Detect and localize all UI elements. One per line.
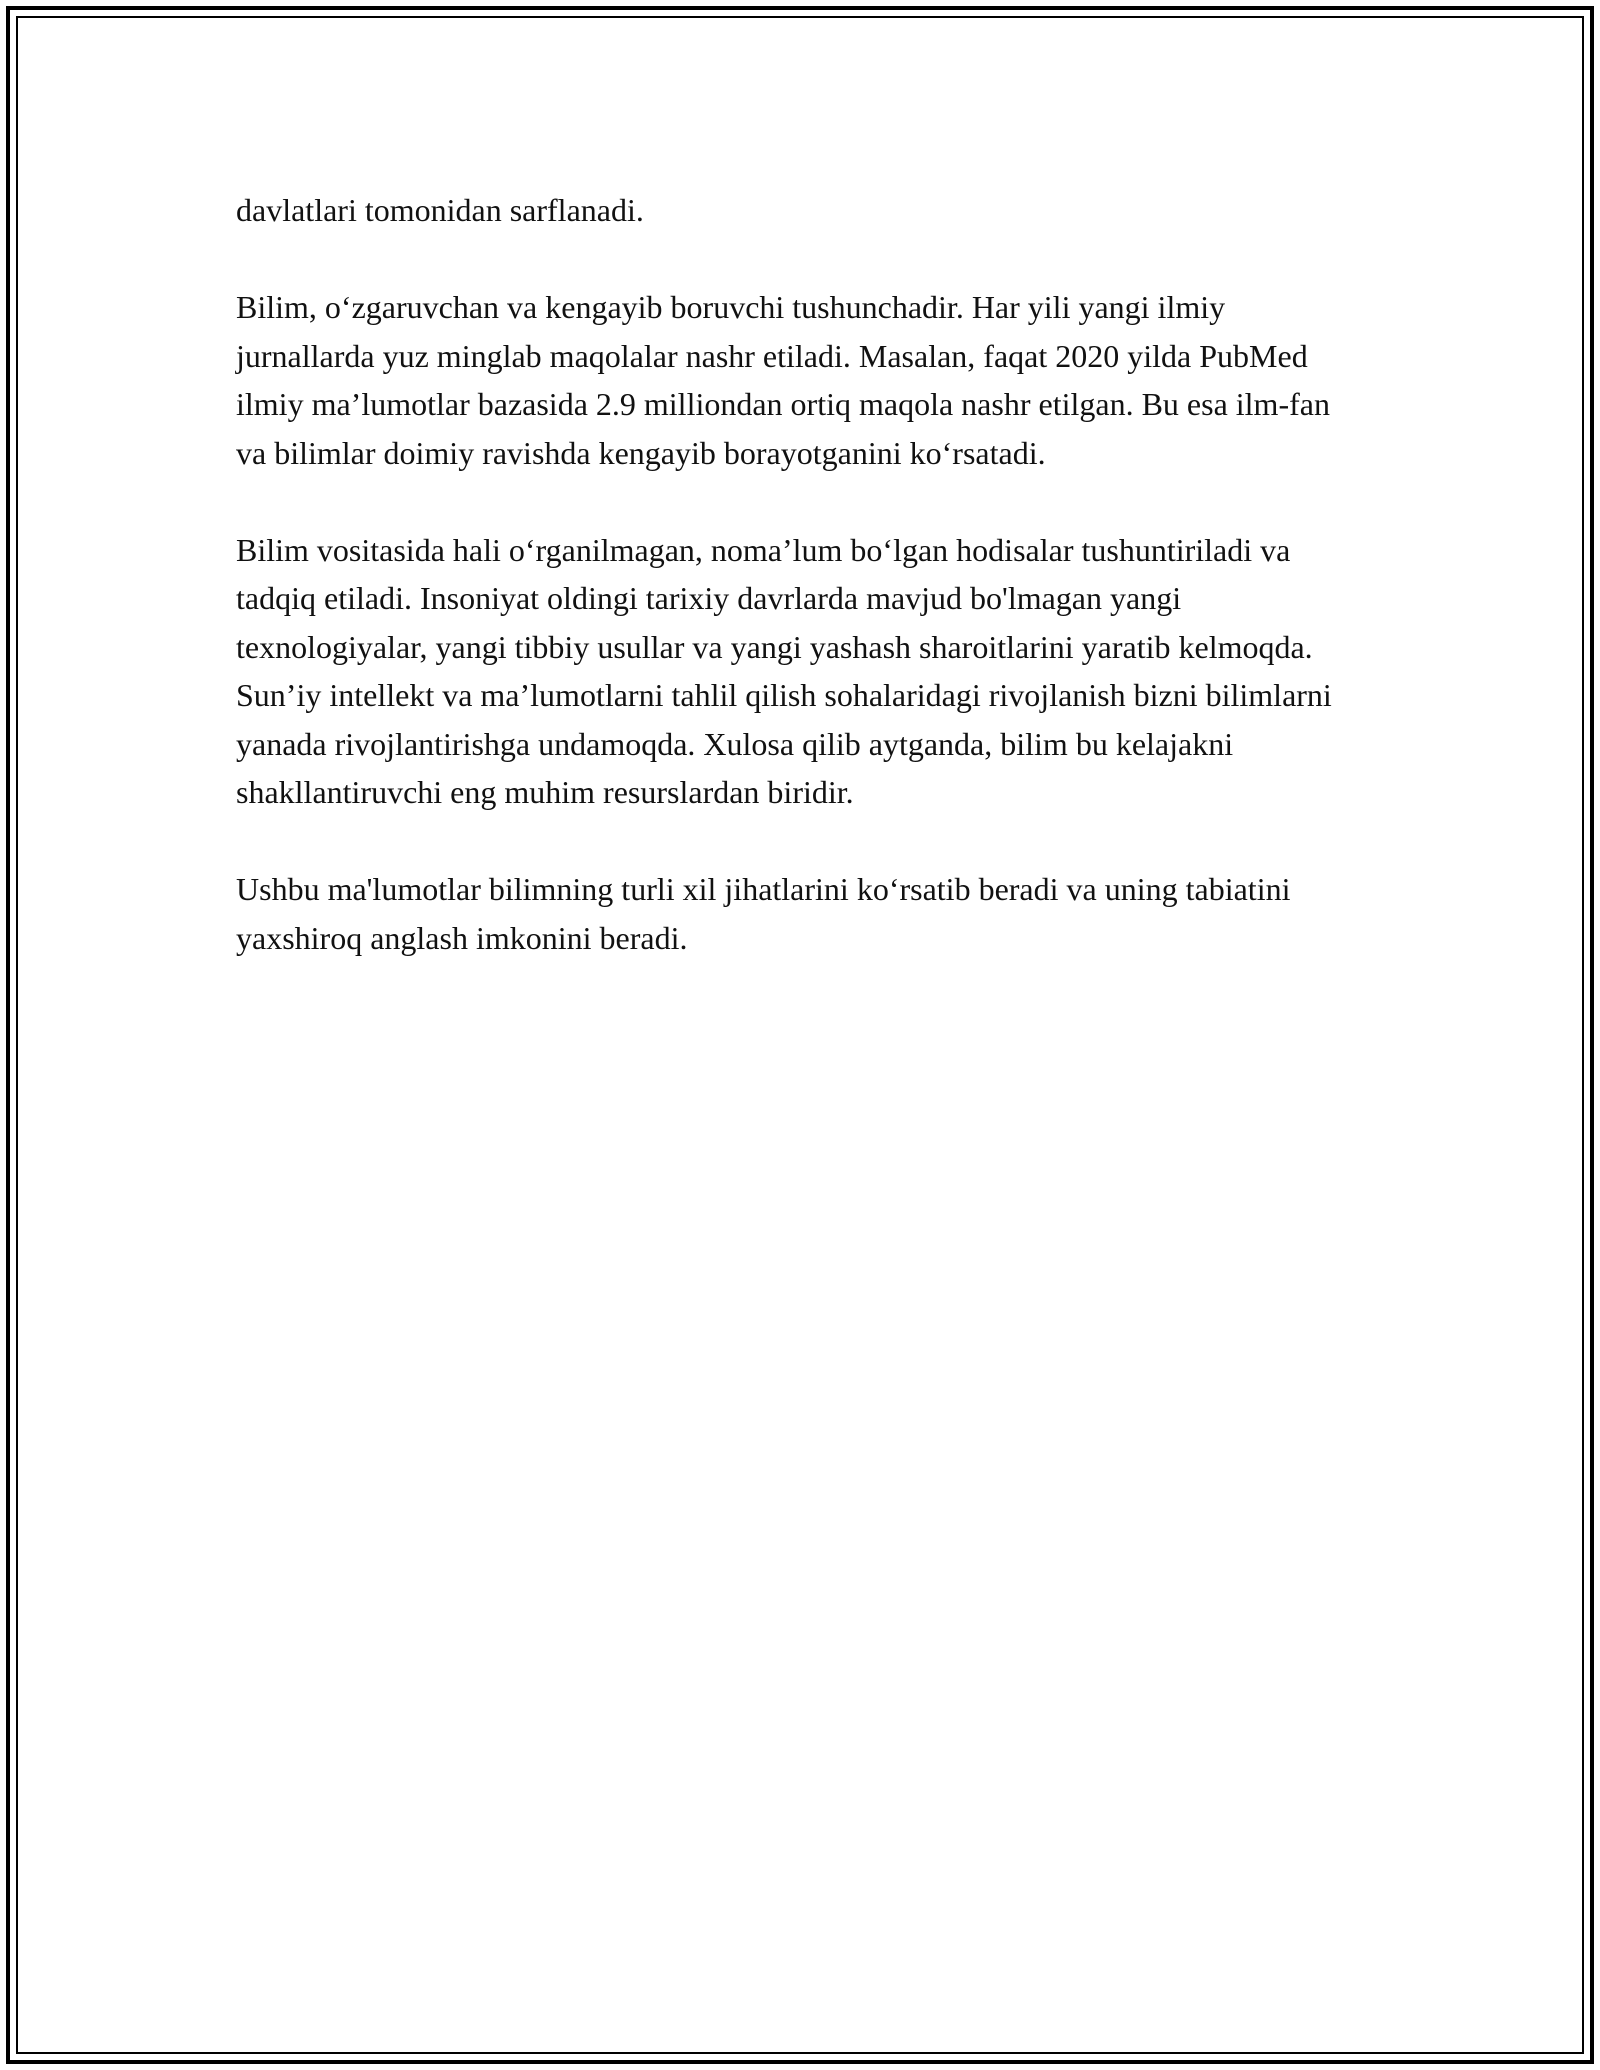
paragraph-2: Bilim, o‘zgaruvchan va kengayib boruvchi tushunchadir. Har yili yangi ilmiy jurnallarda yuz minglab maqolalar nashr etiladi. Masalan, faqat 2020 yilda PubMed ilmiy ma’lumotlar bazasida 2.9 milliondan ortiq maqola nashr etilgan. Bu esa ilm-fan va bilimlar doimiy ravishda kengayib borayotganini ko‘rsatadi. — [236, 289, 1330, 471]
paragraph-1: davlatlari tomonidan sarflanadi. — [236, 192, 644, 228]
document-body — [236, 186, 1366, 962]
paragraph-4: Ushbu ma'lumotlar bilimning turli xil jihatlarini ko‘rsatib beradi va uning tabiatini yaxshiroq anglash imkonini beradi. — [236, 871, 1291, 956]
paragraph-3: Bilim vositasida hali o‘rganilmagan, noma’lum bo‘lgan hodisalar tushuntiriladi va tadqiq etiladi. Insoniyat oldingi tarixiy davrlarda mavjud bo'lmagan yangi texnologiyalar, yangi tibbiy usullar va yangi yashash sharoitlarini yaratib kelmoqda. Sun’iy intellekt va ma’lumotlarni tahlil qilish sohalaridagi rivojlanish bizni bilimlarni yanada rivojlantirishga undamoqda. Xulosa qilib aytganda, bilim bu kelajakni shakllantiruvchi eng muhim resurslardan biridir. — [236, 531, 1332, 810]
